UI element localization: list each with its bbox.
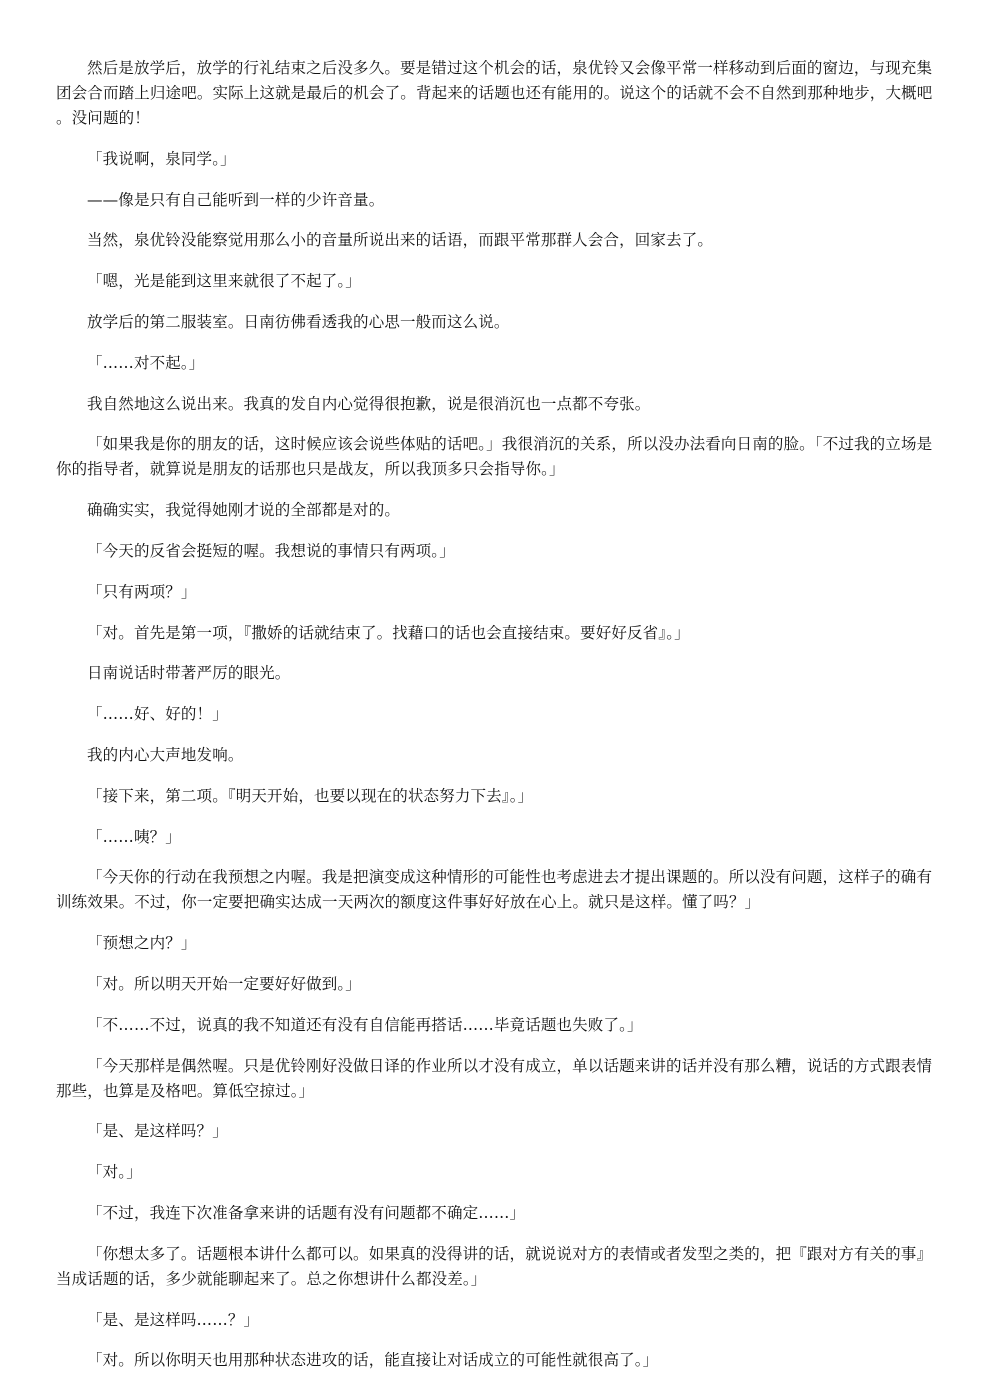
paragraph: 「对。所以明天开始一定要好好做到。」 bbox=[87, 974, 361, 993]
paragraph: 「是、是这样吗？」 bbox=[87, 1122, 228, 1141]
paragraph: 「如果我是你的朋友的话，这时候应该会说些体贴的话吧。」我很消沉的关系，所以没办法看向日南的脸。「不过我的立场是你的指导者，就算说是朋友的话那也只是战友，所以我顶多只会指导你。」 bbox=[56, 435, 933, 479]
paragraph: 「今天那样是偶然喔。只是优铃刚好没做日译的作业所以才没有成立，单以话题来讲的话并没有那么糟，说话的方式跟表情那些，也算是及格吧。算低空掠过。」 bbox=[56, 1056, 933, 1100]
paragraph: 日南说话时带著严厉的眼光。 bbox=[87, 664, 291, 683]
paragraph: 「不……不过，说真的我不知道还有没有自信能再搭话……毕竟话题也失败了。」 bbox=[87, 1015, 643, 1034]
paragraph: 「对。」 bbox=[87, 1163, 142, 1182]
paragraph: ——像是只有自己能听到一样的少许音量。 bbox=[87, 190, 385, 209]
paragraph: 我自然地这么说出来。我真的发自内心觉得很抱歉，说是很消沉也一点都不夸张。 bbox=[87, 394, 651, 413]
paragraph: 「你想太多了。话题根本讲什么都可以。如果真的没得讲的话，就说说对方的表情或者发型之类的，把『跟对方有关的事』当成话题的话，多少就能聊起来了。总之你想讲什么都没差。」 bbox=[56, 1244, 933, 1288]
paragraph: 「今天的反省会挺短的喔。我想说的事情只有两项。」 bbox=[87, 541, 455, 560]
paragraph: 「只有两项？」 bbox=[87, 582, 197, 601]
paragraph: 「对。所以你明天也用那种状态进攻的话，能直接让对话成立的可能性就很高了。」 bbox=[87, 1351, 659, 1370]
document-page bbox=[56, 56, 946, 1389]
paragraph: 「对。首先是第一项，『撒娇的话就结束了。找藉口的话也会直接结束。要好好反省』。」 bbox=[87, 623, 690, 642]
paragraph: 「接下来，第二项。『明天开始，也要以现在的状态努力下去』。」 bbox=[87, 786, 534, 805]
paragraph: 当然，泉优铃没能察觉用那么小的音量所说出来的话语，而跟平常那群人会合，回家去了。 bbox=[87, 231, 714, 250]
paragraph: 「预想之内？」 bbox=[87, 934, 197, 953]
paragraph: 然后是放学后，放学的行礼结束之后没多久。要是错过这个机会的话，泉优铃又会像平常一样移动到后面的窗边，与现充集团会合而踏上归途吧。实际上这就是最后的机会了。背起来的话题也还有能用的。说这个的话就不会不自然到那种地步，大概吧。没问题的！ bbox=[56, 59, 933, 127]
paragraph: 「不过，我连下次准备拿来讲的话题有没有问题都不确定……」 bbox=[87, 1203, 526, 1222]
paragraph: 「是、是这样吗……？」 bbox=[87, 1310, 260, 1329]
paragraph: 「嗯，光是能到这里来就很了不起了。」 bbox=[87, 272, 361, 291]
paragraph: 「……对不起。」 bbox=[87, 353, 205, 372]
paragraph: 确确实实，我觉得她刚才说的全部都是对的。 bbox=[87, 501, 401, 520]
paragraph: 「我说啊，泉同学。」 bbox=[87, 149, 236, 168]
paragraph: 「今天你的行动在我预想之内喔。我是把演变成这种情形的可能性也考虑进去才提出课题的。所以没有问题，这样子的确有训练效果。不过，你一定要把确实达成一天两次的额度这件事好好放在心上。就只是这样。懂了吗？」 bbox=[56, 868, 933, 912]
paragraph: 放学后的第二服装室。日南彷佛看透我的心思一般而这么说。 bbox=[87, 312, 510, 331]
paragraph: 「……好、好的！」 bbox=[87, 705, 228, 724]
paragraph: 「……咦？」 bbox=[87, 827, 181, 846]
paragraph: 我的内心大声地发响。 bbox=[87, 745, 244, 764]
